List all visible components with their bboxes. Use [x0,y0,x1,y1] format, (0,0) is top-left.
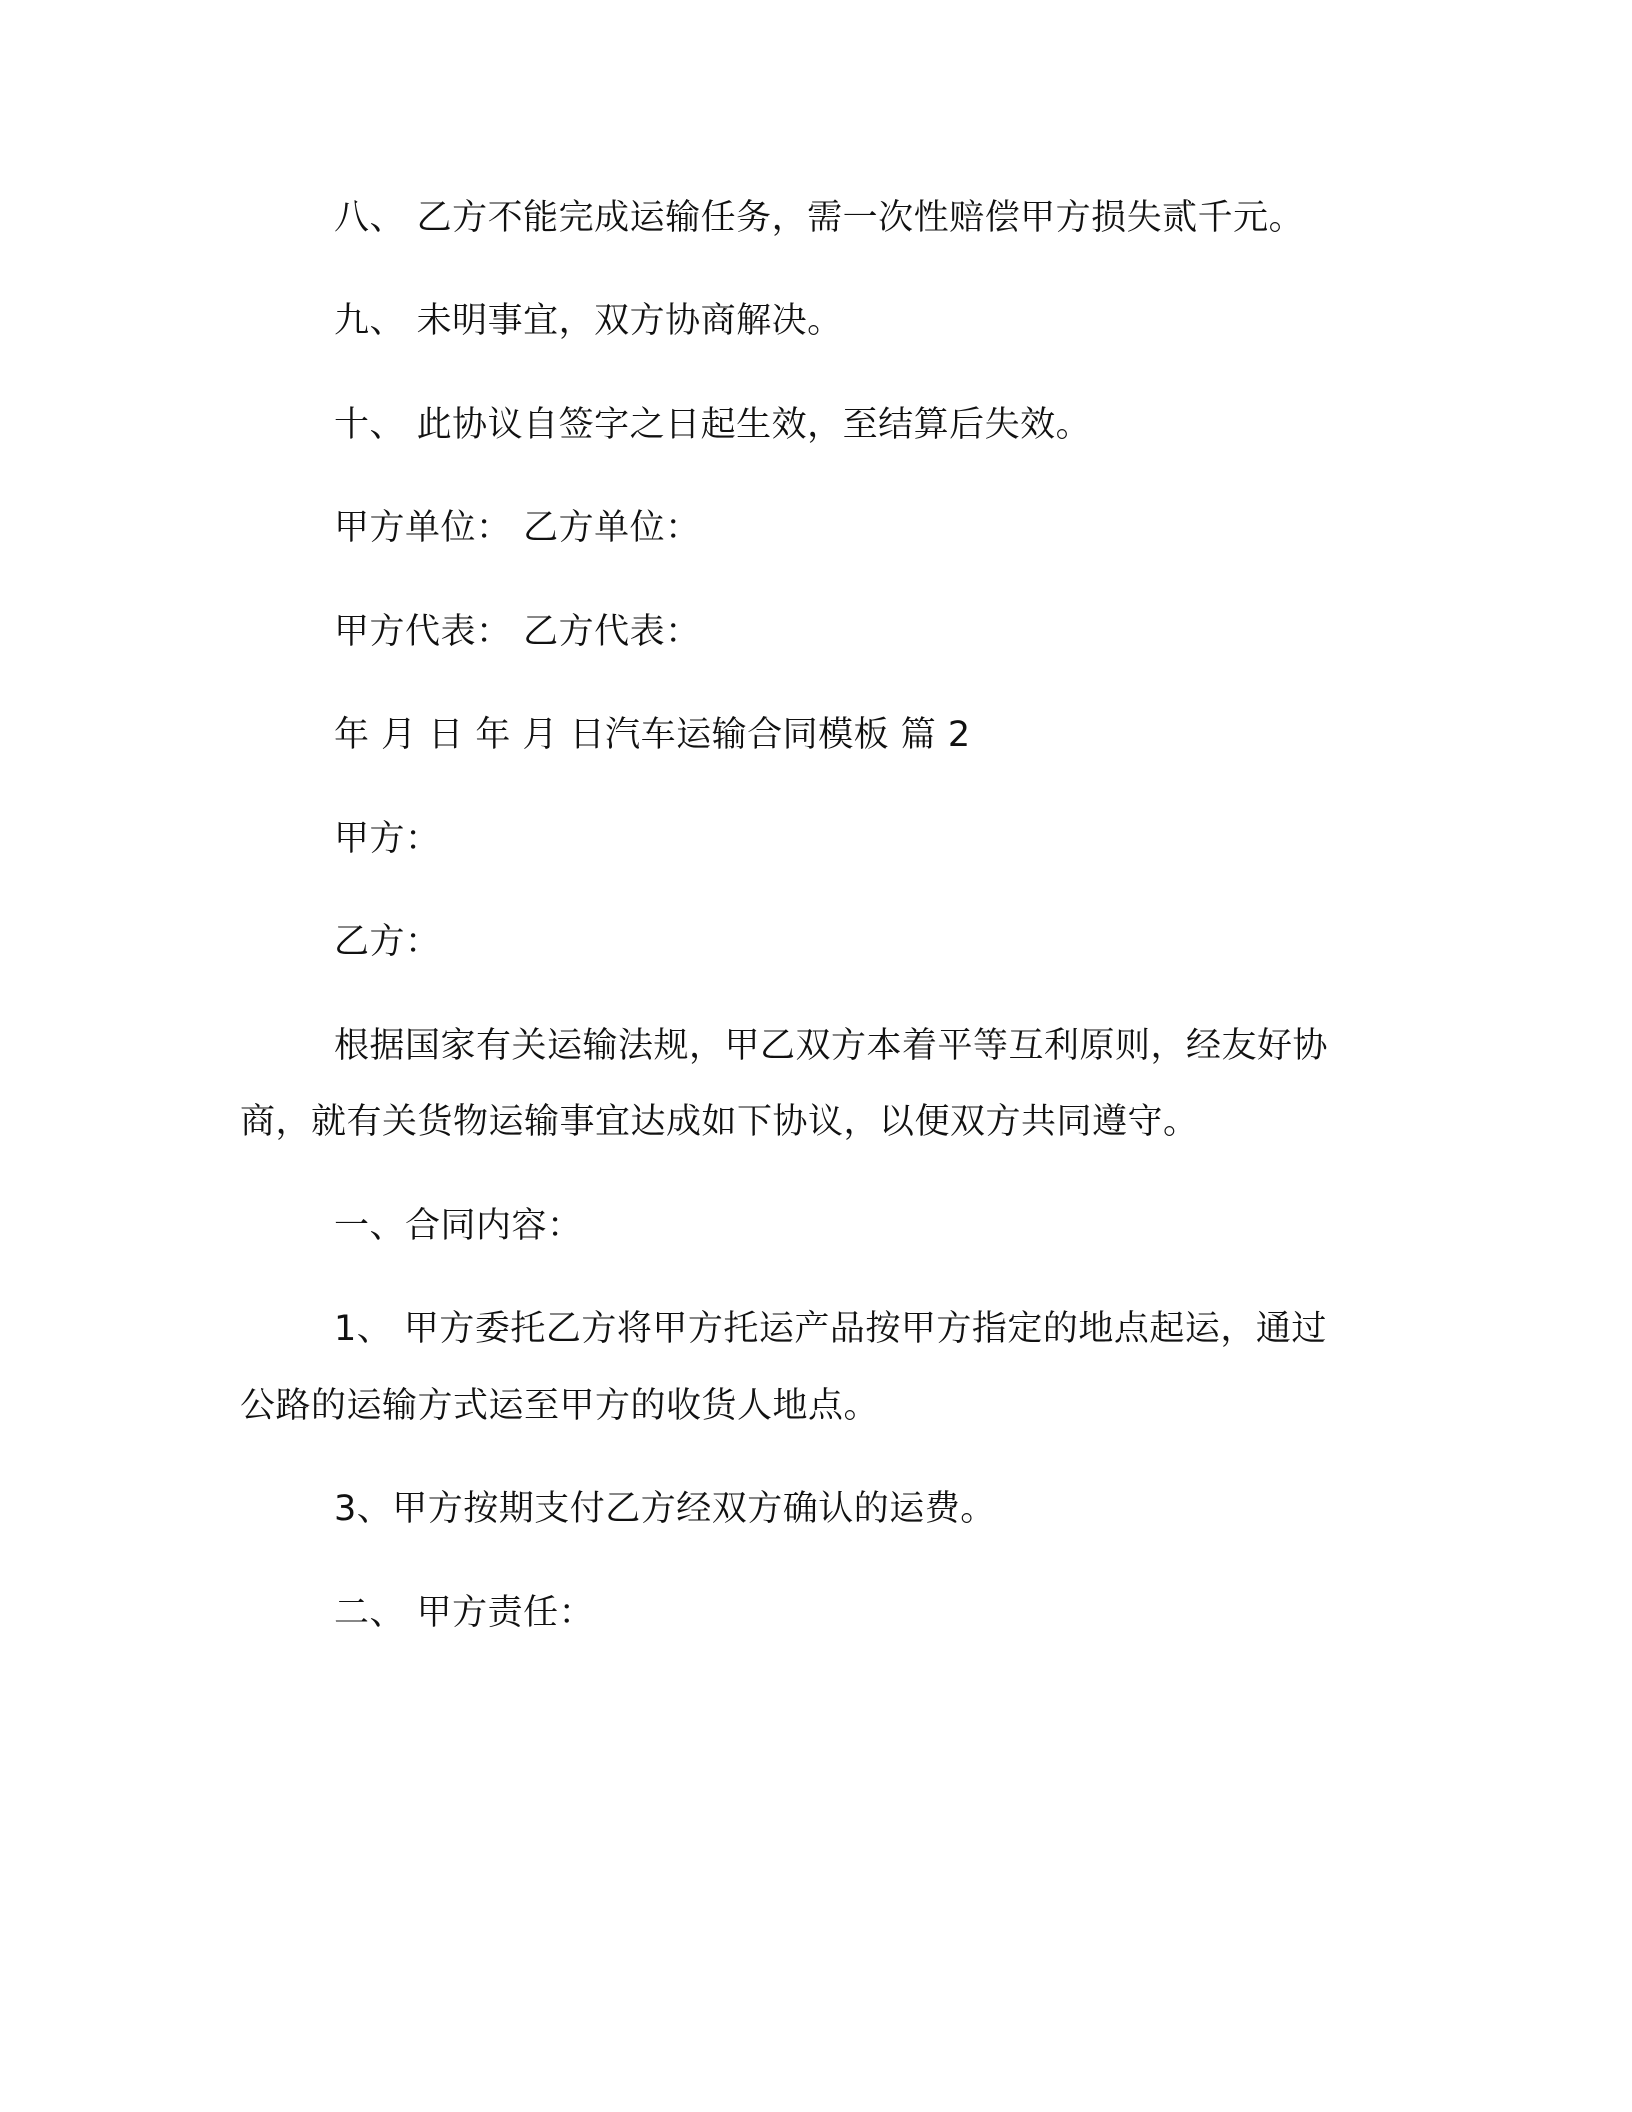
party-a: 甲方： [334,819,441,859]
item-1-line-2: 公路的运输方式运至甲方的收货人地点。 [240,1386,880,1426]
clause-8: 八、 乙方不能完成运输任务，需一次性赔偿甲方损失贰千元。 [334,198,1305,238]
party-b: 乙方： [334,922,441,962]
item-3: 3、甲方按期支付乙方经双方确认的运费。 [334,1489,996,1529]
heading-contract-content: 一、合同内容： [334,1206,583,1246]
clause-9: 九、 未明事宜，双方协商解决。 [334,301,843,341]
signature-representatives: 甲方代表： 乙方代表： [334,612,701,652]
preamble-line-2: 商，就有关货物运输事宜达成如下协议，以便双方共同遵守。 [240,1102,1199,1142]
item-1-line-1: 1、 甲方委托乙方将甲方托运产品按甲方指定的地点起运，通过 [334,1309,1327,1349]
heading-party-a-duties: 二、 甲方责任： [334,1593,595,1633]
preamble-line-1: 根据国家有关运输法规，甲乙双方本着平等互利原则，经友好协 [334,1026,1329,1066]
signature-units: 甲方单位： 乙方单位： [334,508,701,548]
date-and-section-title: 年 月 日 年 月 日汽车运输合同模板 篇 2 [334,715,971,755]
clause-10: 十、 此协议自签字之日起生效，至结算后失效。 [334,405,1092,445]
